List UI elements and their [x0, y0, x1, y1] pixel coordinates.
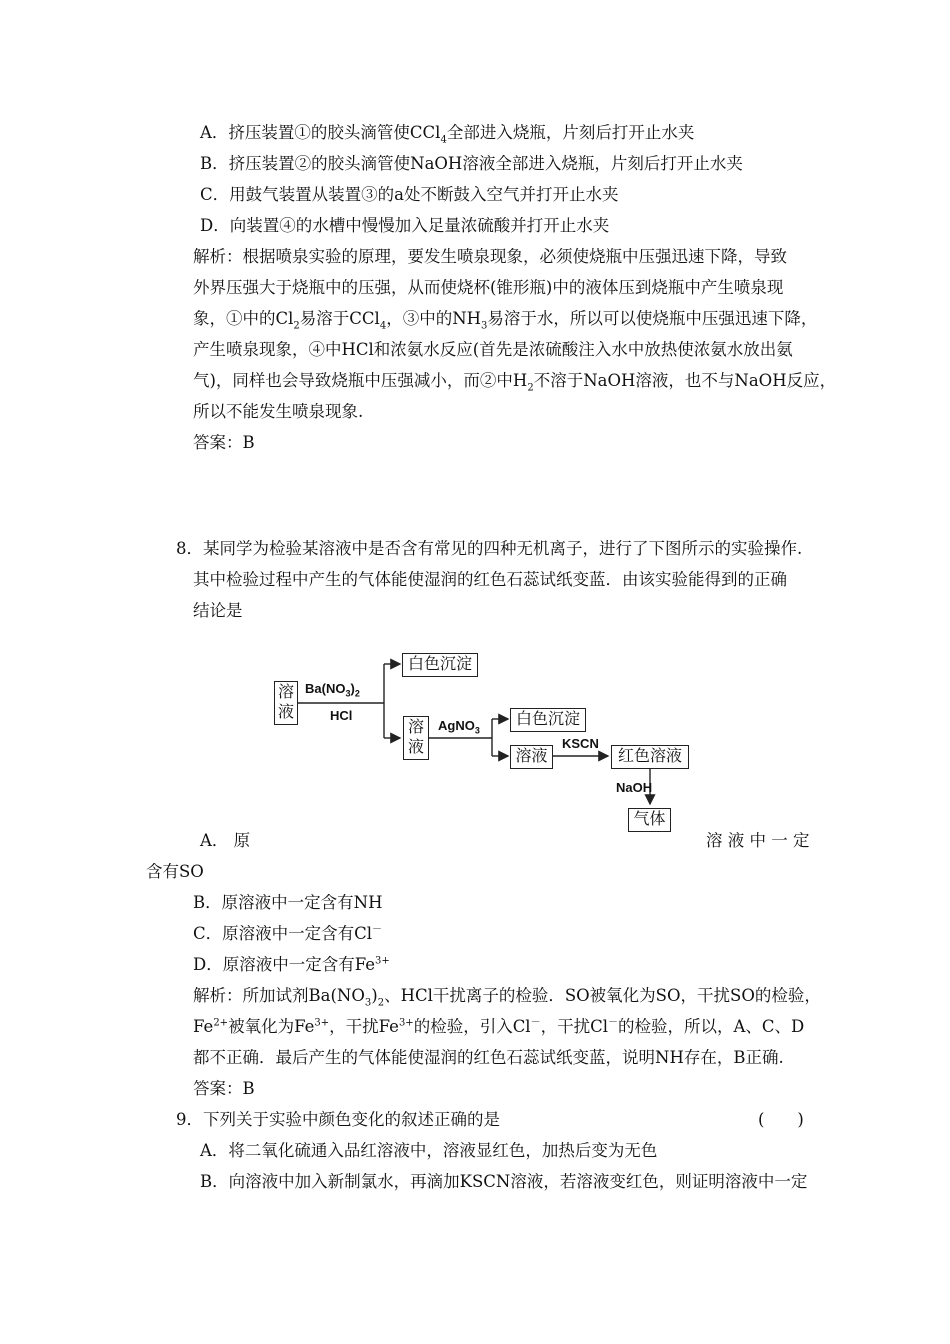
- q8-stem-line-3: 结论是: [193, 601, 243, 620]
- q8-analysis-line-2: $Fe^{2+}$被氧化为$Fe^{3+}$，干扰$Fe^{3+}$的检验，引入Cl－，干扰Cl－的检验，所以，A、C、D: [193, 1017, 805, 1036]
- q8-analysis-line-1: 解析：所加试剂$Ba(NO_3)_2$、HCl干扰离子的检验．SO被氧化为SO，干扰SO的检验，: [193, 986, 821, 1009]
- box-white-precipitate-1: 白色沉淀: [402, 653, 478, 677]
- q9-option-b: B．向溶液中加入新制氯水，再滴加KSCN溶液，若溶液变红色，则证明溶液中一定: [200, 1172, 808, 1191]
- q8-answer: 答案：B: [193, 1079, 255, 1098]
- q8-analysis-line-3: 都不正确．最后产生的气体能使湿润的红色石蕊试纸变蓝，说明NH存在，B正确.: [193, 1048, 784, 1067]
- q9-option-a: A．将二氧化硫通入品红溶液中，溶液显红色，加热后变为无色: [200, 1141, 658, 1160]
- box-red-solution: 红色溶液: [611, 745, 689, 769]
- q8-stem-line-2: 其中检验过程中产生的气体能使湿润的红色石蕊试纸变蓝．由该实验能得到的正确: [193, 570, 787, 589]
- q7-analysis-line-3: 象，①中的$Cl_2$易溶于CCl$_4$，③中的$NH_3$易溶于水，所以可以使烧瓶中压强迅速下降，: [193, 309, 818, 332]
- q8-option-c: C．原溶液中一定含有Cl－: [193, 924, 383, 943]
- q8-option-a-left: A． 原: [200, 831, 251, 850]
- q7-option-b: B．挤压装置②的胶头滴管使NaOH溶液全部进入烧瓶，片刻后打开止水夹: [200, 154, 743, 173]
- q8-option-b: B．原溶液中一定含有NH: [193, 893, 383, 912]
- q9-answer-bracket: ( ): [758, 1110, 804, 1129]
- box-white-precipitate-2: 白色沉淀: [510, 708, 586, 732]
- reagent-naoh: NaOH: [616, 780, 653, 795]
- reagent-kscn: KSCN: [562, 736, 599, 751]
- box-solution-1: 溶 液: [274, 681, 298, 725]
- q7-option-d: D．向装置④的水槽中慢慢加入足量浓硫酸并打开止水夹: [200, 216, 610, 235]
- reagent-agno3: AgNO$_3$: [438, 718, 480, 736]
- q7-analysis-line-1: 解析：根据喷泉实验的原理，要发生喷泉现象，必须使烧瓶中压强迅速下降，导致: [193, 247, 787, 266]
- box-solution-3: 溶液: [510, 745, 553, 769]
- q8-option-a-continued: 含有SO: [146, 862, 204, 881]
- reagent-hcl: HCl: [330, 708, 353, 723]
- q7-option-a: A．挤压装置①的胶头滴管使CCl$_4$全部进入烧瓶，片刻后打开止水夹: [200, 123, 695, 146]
- q7-answer: 答案：B: [193, 433, 255, 452]
- box-solution-2: 溶 液: [403, 716, 429, 760]
- q9-stem: 9．下列关于实验中颜色变化的叙述正确的是: [176, 1110, 500, 1129]
- q8-option-d: D．原溶液中一定含有$Fe^{3+}$: [193, 955, 390, 974]
- reagent-ba-no3-2: $Ba(NO_3)_2$: [305, 681, 360, 699]
- box-gas: 气体: [628, 808, 671, 832]
- q7-analysis-line-6: 所以不能发生喷泉现象.: [193, 402, 364, 421]
- q7-analysis-line-5: 气)，同样也会导致烧瓶中压强减小，而②中$H_2$不溶于NaOH溶液，也不与NaOH反应，: [193, 371, 837, 394]
- q7-analysis-line-4: 产生喷泉现象，④中HCl和浓氨水反应(首先是浓硫酸注入水中放热使浓氨水放出氨: [193, 340, 793, 359]
- q7-analysis-line-2: 外界压强大于烧瓶中的压强，从而使烧杯(锥形瓶)中的液体压到烧瓶中产生喷泉现: [193, 278, 784, 297]
- q7-option-c: C．用鼓气装置从装置③的a处不断鼓入空气并打开止水夹: [200, 185, 619, 204]
- q8-stem-line-1: 8．某同学为检验某溶液中是否含有常见的四种无机离子，进行了下图所示的实验操作.: [176, 539, 803, 558]
- q8-option-a-right: 溶 液 中 一 定: [706, 831, 810, 850]
